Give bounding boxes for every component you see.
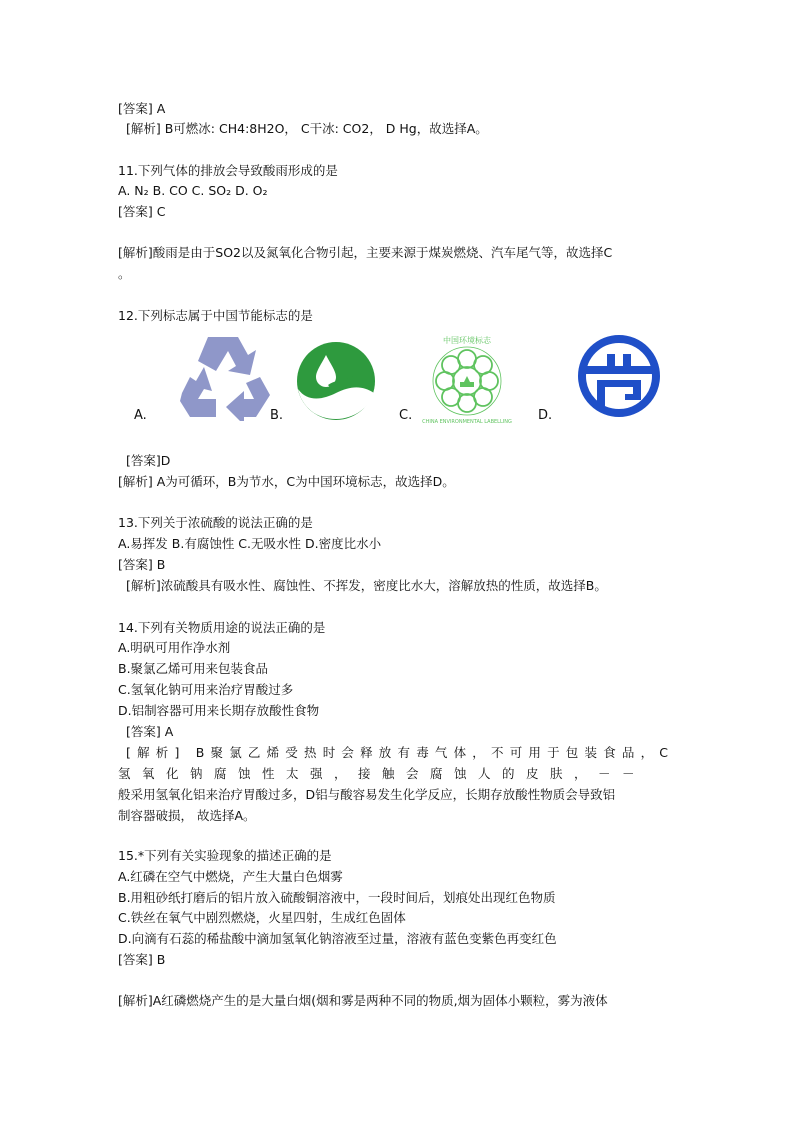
q14-question: 14.下列有关物质用途的说法正确的是 bbox=[118, 620, 326, 635]
q14-option-d: D.铝制容器可用来长期存放酸性食物 bbox=[118, 703, 320, 718]
water-saving-logo-icon bbox=[296, 341, 376, 421]
q14-analysis-line1: [解析] B聚氯乙烯受热时会释放有毒气体，不可用于包装食品，C bbox=[126, 745, 675, 760]
q12-option-d-label: D. bbox=[538, 408, 553, 423]
q10-analysis: [解析] B可燃冰: CH4:8H2O， C干冰: CO2， D Hg，故选择A。 bbox=[126, 121, 488, 136]
q12-option-a-label: A. bbox=[134, 408, 147, 423]
q12-option-c-label: C. bbox=[399, 408, 413, 423]
q11-options: A. N₂ B. CO C. SO₂ D. O₂ bbox=[118, 183, 268, 198]
logo-c-chinese-text: 中国环境标志 bbox=[443, 336, 491, 345]
q11-question: 11.下列气体的排放会导致酸雨形成的是 bbox=[118, 163, 338, 178]
energy-saving-logo-icon bbox=[577, 334, 661, 418]
q14-answer: [答案] A bbox=[126, 724, 174, 739]
q15-question: 15.*下列有关实验现象的描述正确的是 bbox=[118, 848, 332, 863]
q12-option-b-label: B. bbox=[270, 408, 284, 423]
q13-options: A.易挥发 B.有腐蚀性 C.无吸水性 D.密度比水小 bbox=[118, 536, 382, 551]
q14-option-b: B.聚氯乙烯可用来包装食品 bbox=[118, 661, 269, 676]
q15-option-b: B.用粗砂纸打磨后的铝片放入硫酸铜溶液中，一段时间后，划痕处出现红色物质 bbox=[118, 890, 556, 905]
q12-analysis: [解析] A为可循环，B为节水，C为中国环境标志，故选择D。 bbox=[118, 474, 455, 489]
q14-analysis-line2: 氢氧化钠腐蚀性太强，接触会腐蚀人的皮肤，－－ bbox=[118, 766, 647, 781]
q13-analysis: [解析]浓硫酸具有吸水性、腐蚀性、不挥发，密度比水大，溶解放热的性质，故选择B。 bbox=[126, 578, 607, 593]
q10-answer: [答案] A bbox=[118, 101, 166, 116]
q14-analysis-line3: 般采用氢氧化铝来治疗胃酸过多，D铝与酸容易发生化学反应，长期存放酸性物质会导致铝 bbox=[118, 787, 616, 802]
q14-analysis-line4: 制容器破损， 故选择A。 bbox=[118, 808, 256, 823]
q11-answer: [答案] C bbox=[118, 204, 166, 219]
q15-option-d: D.向滴有石蕊的稀盐酸中滴加氢氧化钠溶液至过量，溶液有蓝色变紫色再变红色 bbox=[118, 931, 557, 946]
q11-analysis-line2: 。 bbox=[118, 266, 131, 281]
logo-c-english-text: CHINA ENVIRONMENTAL LABELLING bbox=[422, 419, 512, 425]
q15-option-a: A.红磷在空气中燃烧，产生大量白色烟雾 bbox=[118, 869, 343, 884]
q13-answer: [答案] B bbox=[118, 557, 166, 572]
q15-option-c: C.铁丝在氧气中剧烈燃烧，火星四射，生成红色固体 bbox=[118, 910, 406, 925]
q12-answer: [答案]D bbox=[126, 453, 171, 468]
recycle-logo-icon bbox=[176, 333, 272, 421]
q15-answer: [答案] B bbox=[118, 952, 166, 967]
q14-option-c: C.氢氧化钠可用来治疗胃酸过多 bbox=[118, 682, 294, 697]
q12-question: 12.下列标志属于中国节能标志的是 bbox=[118, 308, 313, 323]
q15-analysis: [解析]A红磷燃烧产生的是大量白烟(烟和雾是两种不同的物质,烟为固体小颗粒，雾为液体 bbox=[118, 993, 608, 1008]
q14-option-a: A.明矾可用作净水剂 bbox=[118, 640, 231, 655]
q11-analysis-line1: [解析]酸雨是由于SO2以及氮氧化合物引起，主要来源于煤炭燃烧、汽车尾气等，故选择C bbox=[118, 245, 613, 260]
q13-question: 13.下列关于浓硫酸的说法正确的是 bbox=[118, 515, 313, 530]
china-environmental-label-logo-icon bbox=[420, 332, 514, 426]
